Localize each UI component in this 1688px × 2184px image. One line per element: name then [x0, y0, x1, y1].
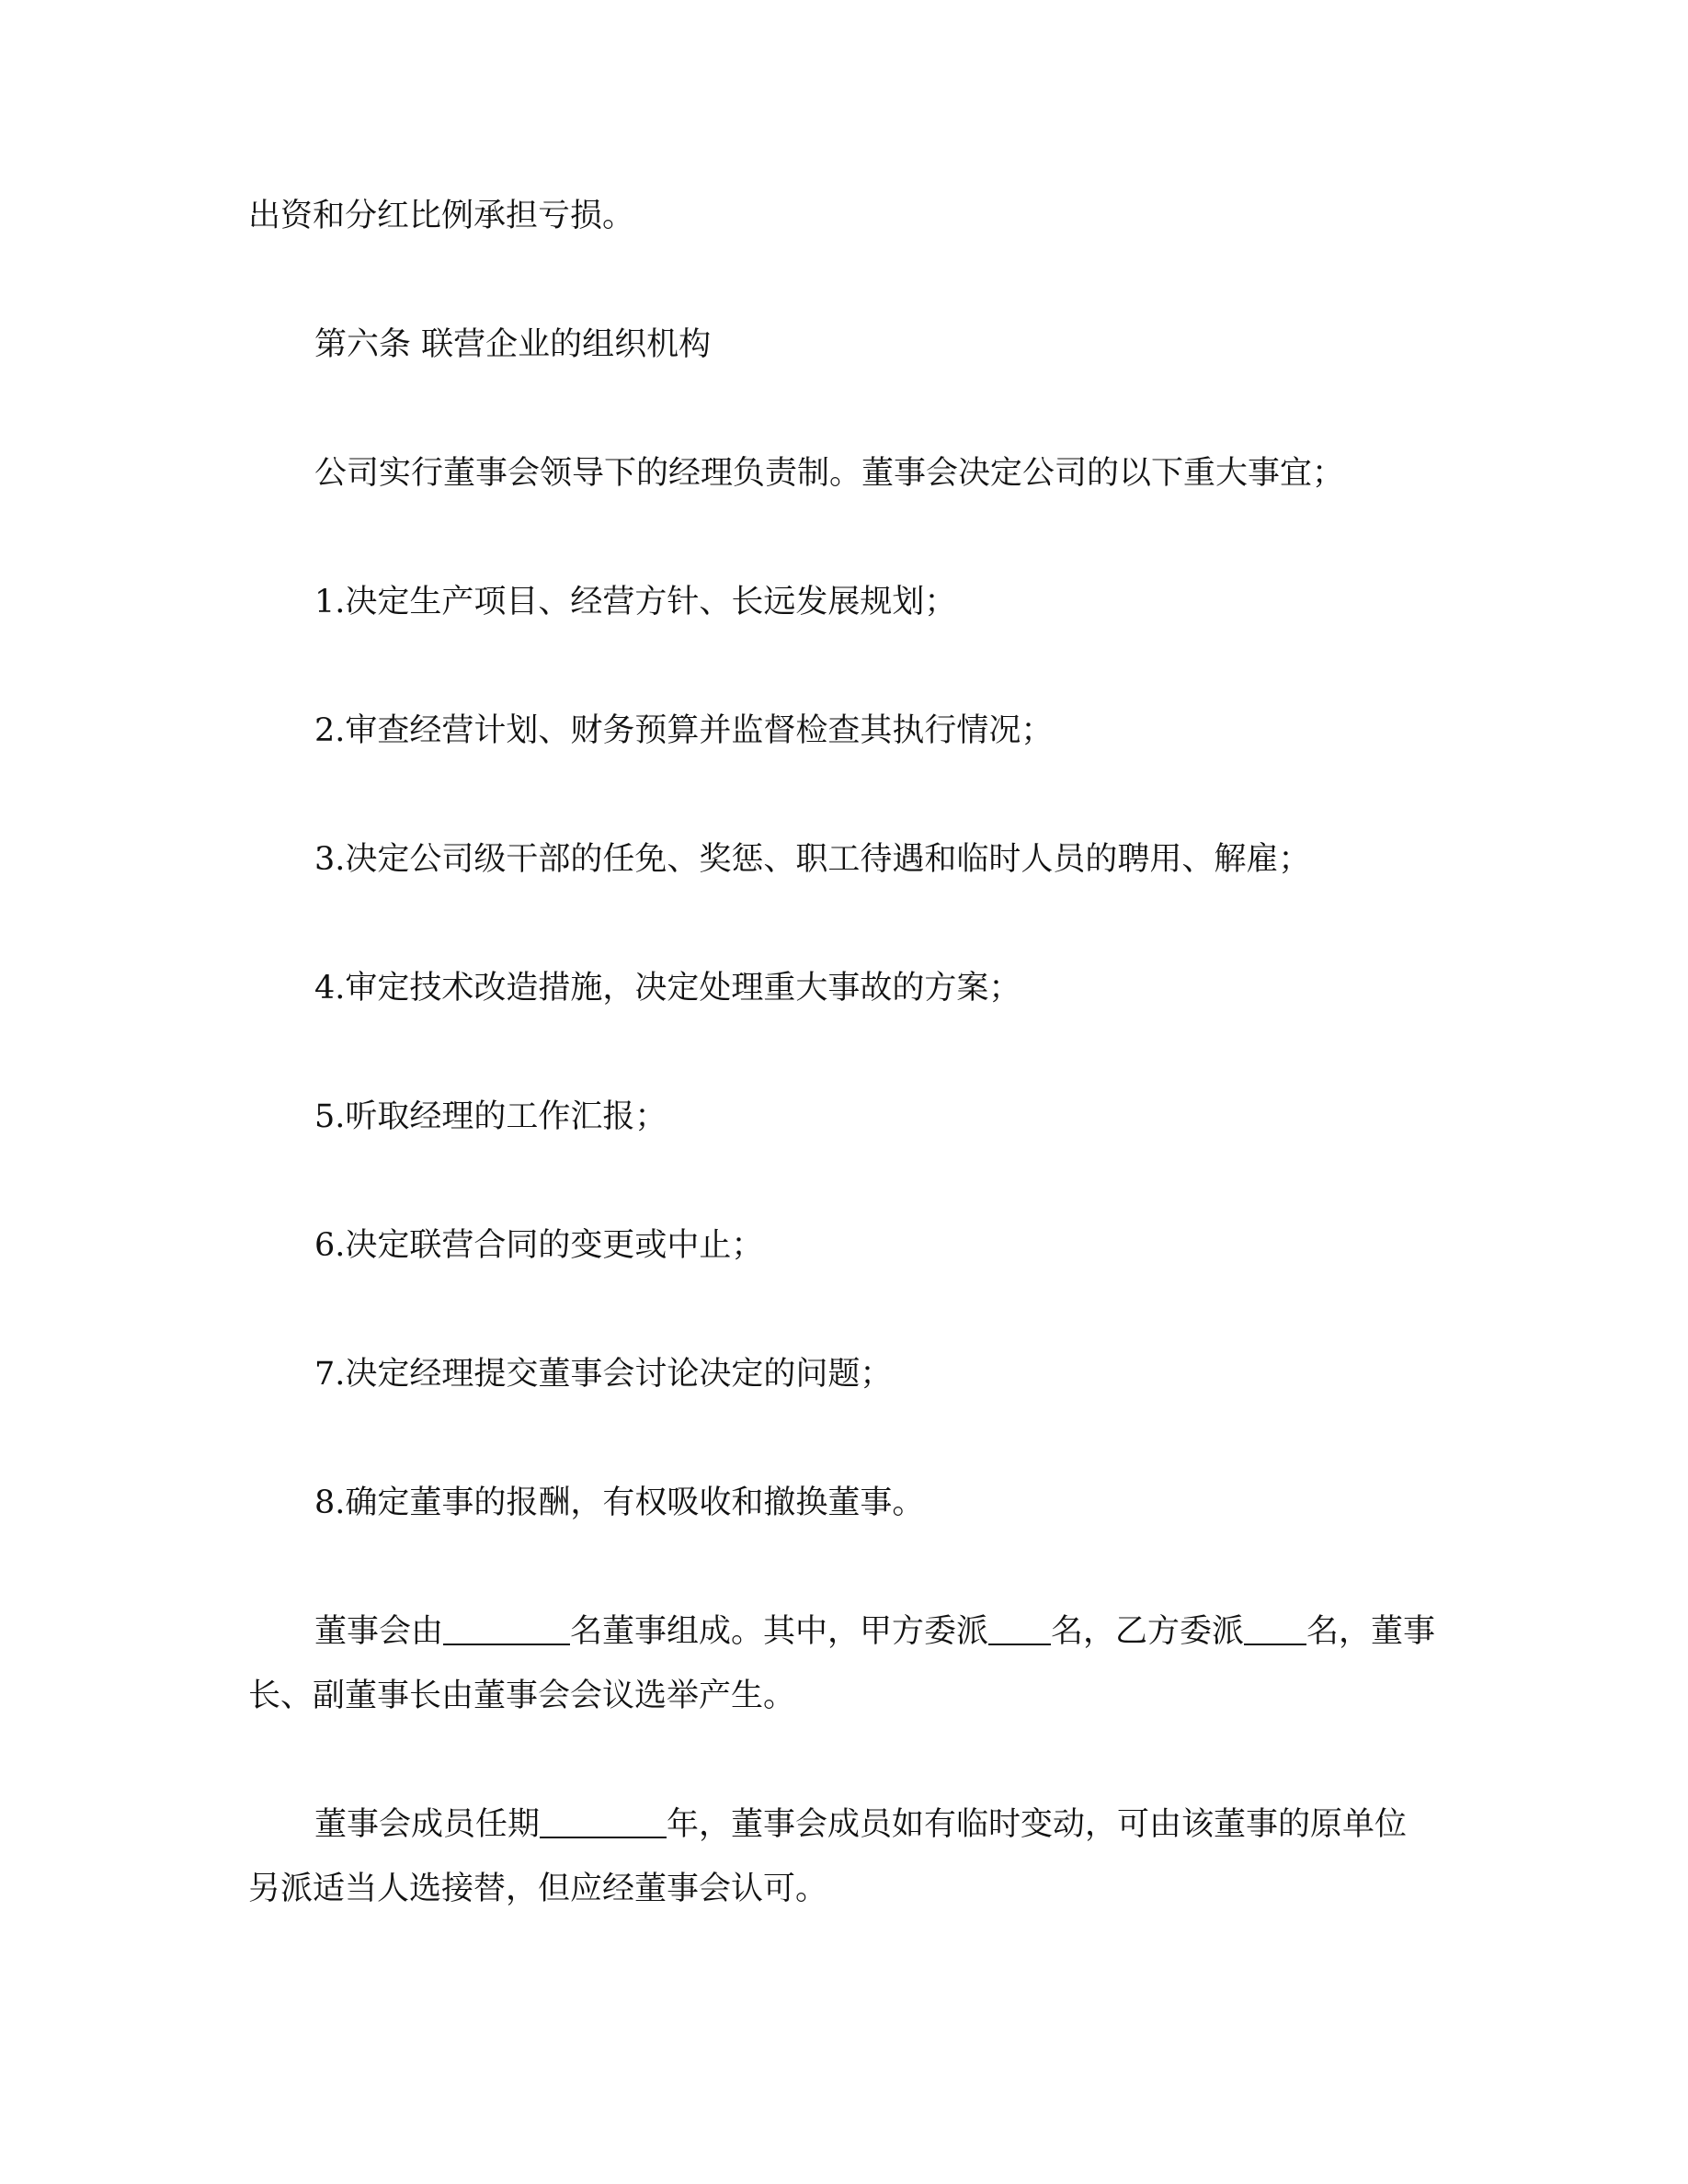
list-item-4: 4.审定技术改造措施，决定处理重大事故的方案；: [314, 970, 1021, 1007]
document-body: [248, 184, 1436, 1921]
party-a-count-blank[interactable]: [988, 1611, 1051, 1645]
article-six-heading: 第六条 联营企业的组织机构: [314, 326, 712, 363]
list-item-7: 7.决定经理提交董事会讨论决定的问题；: [314, 1356, 893, 1393]
board-text-c: 名，乙方委派: [1051, 1613, 1245, 1650]
list-item-2: 2.审查经营计划、财务预算并监督检查其执行情况；: [314, 712, 1054, 749]
board-size-blank[interactable]: [443, 1611, 570, 1645]
board-text-d: 名，董事长、副董事长由董事会会议选举产生。: [248, 1613, 1436, 1714]
term-text-b: 年，董事会成员如有临时变动，可由该董事的原单位另派适当人选接替，但应经董事会认可。: [248, 1806, 1408, 1907]
list-item-1: 1.决定生产项目、经营方针、长远发展规划；: [314, 584, 957, 620]
term-years-blank[interactable]: [540, 1804, 667, 1838]
paragraph-board-term: [248, 1792, 1436, 1921]
list-item-6: 6.决定联营合同的变更或中止；: [314, 1227, 764, 1264]
list-item-5: 5.听取经理的工作汇报；: [314, 1098, 667, 1135]
paragraph-board-responsibility: 公司实行董事会领导下的经理负责制。董事会决定公司的以下重大事宜；: [314, 455, 1345, 492]
party-b-count-blank[interactable]: [1244, 1611, 1306, 1645]
list-item-8: 8.确定董事的报酬，有权吸收和撤换董事。: [314, 1484, 925, 1521]
board-text-b: 名董事组成。其中，甲方委派: [570, 1613, 989, 1650]
board-text-a: 董事会由: [314, 1613, 444, 1650]
term-text-a: 董事会成员任期: [314, 1806, 541, 1843]
paragraph-loss-sharing: 出资和分红比例承担亏损。: [248, 198, 635, 234]
list-item-3: 3.决定公司级干部的任免、奖惩、职工待遇和临时人员的聘用、解雇；: [314, 841, 1311, 878]
paragraph-board-composition: [248, 1599, 1436, 1728]
